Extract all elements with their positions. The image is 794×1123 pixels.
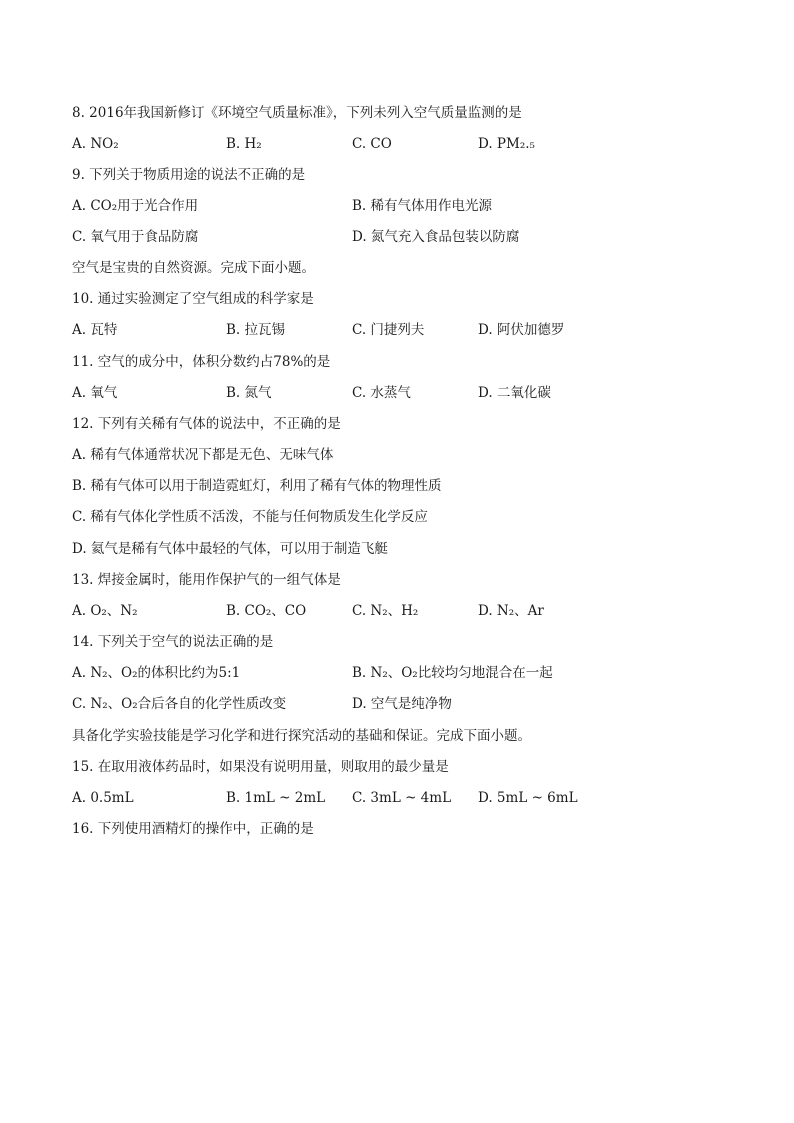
q10-option-d: D. 阿伏加德罗 (478, 322, 565, 338)
q12-option-d: D. 氦气是稀有气体中最轻的气体，可以用于制造飞艇 (72, 541, 388, 557)
q13-option-c: C. N₂、H₂ (352, 603, 419, 619)
q10-option-b: B. 拉瓦锡 (226, 322, 286, 338)
q13-option-d: D. N₂、Ar (478, 603, 544, 619)
q10-option-c: C. 门捷列夫 (352, 322, 425, 338)
q14-option-b: B. N₂、O₂比较均匀地混合在一起 (352, 665, 553, 681)
q11-option-b: B. 氮气 (226, 385, 272, 401)
q12-option-a: A. 稀有气体通常状况下都是无色、无味气体 (72, 447, 334, 463)
q11-option-c: C. 水蒸气 (352, 385, 411, 401)
q15-option-b: B. 1mL ~ 2mL (226, 790, 326, 806)
section-intro-air: 空气是宝贵的自然资源。完成下面小题。 (72, 260, 315, 276)
q12-option-b: B. 稀有气体可以用于制造霓虹灯，利用了稀有气体的物理性质 (72, 478, 442, 494)
q9-option-c: C. 氧气用于食品防腐 (72, 229, 199, 245)
q11-option-d: D. 二氧化碳 (478, 385, 551, 401)
q15-option-a: A. 0.5mL (72, 790, 134, 806)
q9-option-a: A. CO₂用于光合作用 (72, 198, 199, 214)
q15-option-d: D. 5mL ~ 6mL (478, 790, 578, 806)
q13-option-a: A. O₂、N₂ (72, 603, 138, 619)
q8-option-c: C. CO (352, 136, 392, 152)
q11-stem: 11. 空气的成分中，体积分数约占78%的是 (72, 354, 331, 370)
q8-option-d: D. PM₂.₅ (478, 136, 535, 152)
q16-stem: 16. 下列使用酒精灯的操作中，正确的是 (72, 821, 314, 837)
q13-option-b: B. CO₂、CO (226, 603, 307, 619)
q14-stem: 14. 下列关于空气的说法正确的是 (72, 634, 274, 650)
q8-option-a: A. NO₂ (72, 136, 119, 152)
q8-stem: 8. 2016年我国新修订《环境空气质量标准》，下列未列入空气质量监测的是 (72, 105, 522, 121)
q14-option-c: C. N₂、O₂合后各自的化学性质改变 (72, 696, 287, 712)
q13-stem: 13. 焊接金属时，能用作保护气的一组气体是 (72, 572, 341, 588)
q10-stem: 10. 通过实验测定了空气组成的科学家是 (72, 291, 314, 307)
q14-option-d: D. 空气是纯净物 (352, 696, 452, 712)
q12-option-c: C. 稀有气体化学性质不活泼，不能与任何物质发生化学反应 (72, 509, 428, 525)
q12-stem: 12. 下列有关稀有气体的说法中，不正确的是 (72, 416, 341, 432)
q15-stem: 15. 在取用液体药品时，如果没有说明用量，则取用的最少量是 (72, 759, 449, 775)
q8-option-b: B. H₂ (226, 136, 262, 152)
q14-option-a: A. N₂、O₂的体积比约为5:1 (72, 665, 241, 681)
q15-option-c: C. 3mL ~ 4mL (352, 790, 452, 806)
q9-option-d: D. 氮气充入食品包装以防腐 (352, 229, 520, 245)
q9-stem: 9. 下列关于物质用途的说法不正确的是 (72, 167, 306, 183)
section-intro-lab-skills: 具备化学实验技能是学习化学和进行探究活动的基础和保证。完成下面小题。 (72, 728, 531, 744)
q9-option-b: B. 稀有气体用作电光源 (352, 198, 493, 214)
q10-option-a: A. 瓦特 (72, 322, 118, 338)
q11-option-a: A. 氧气 (72, 385, 118, 401)
